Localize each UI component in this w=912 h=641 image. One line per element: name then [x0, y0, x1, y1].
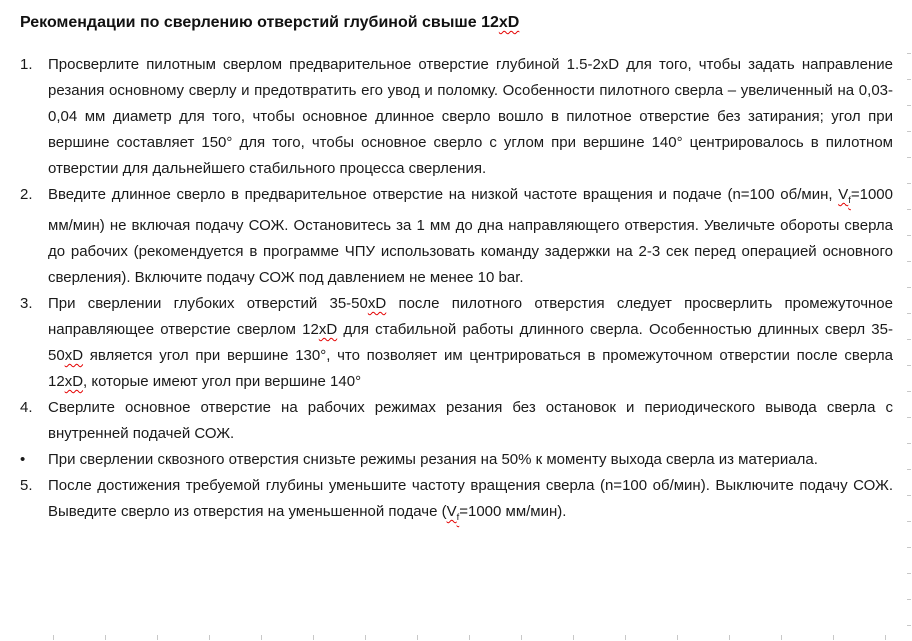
text-segment: xD: [367, 295, 387, 312]
list-item-marker: 5.: [20, 477, 33, 494]
text-segment: V: [446, 503, 457, 520]
text-segment: для стабильной работы длинного сверла. Особенностью длинных сверл 35-50: [48, 321, 893, 364]
list-item-text: [48, 182, 893, 291]
list-item: [20, 473, 893, 530]
text-segment: Введите длинное сверло в предварительное отверстие на низкой частоте вращения и подаче (n=100 об/мин,: [48, 186, 839, 203]
list-item: [20, 182, 893, 291]
bottom-edge-ticks: [2, 635, 912, 640]
text-segment: после пилотного отверстия следует просверлить промежуточное направляющее отверстие сверлом 12: [48, 295, 893, 338]
text-segment: При сверлении глубоких отверстий 35-50: [48, 295, 368, 312]
text-segment: , которые имеют угол при вершине 140°: [83, 373, 362, 390]
list-item: [20, 52, 893, 182]
page-title: [20, 12, 893, 34]
text-segment: Просверлите пилотным сверлом предварительное отверстие глубиной 1.5-2xD для того, чтобы задать направление резания основному сверлу и предотвратить его увод и поломку. Особенности пилотного сверла – увеличенный на 0,03-0,04 мм диаметр для того, чтобы основное длинное сверло вошло в пилотное отверстие без затирания; угол при вершине составляет 150° для того, чтобы основное сверло с углом при вершине 140° центрировалось в пилотном отверстии для дальнейшего стабильного процесса сверления.: [48, 56, 893, 177]
text-segment: f: [848, 195, 851, 205]
text-segment: Сверлите основное отверстие на рабочих режимах резания без остановок и периодического вывода сверла с внутренней подачей СОЖ.: [48, 399, 893, 442]
text-segment: После достижения требуемой глубины уменьшите частоту вращения сверла (n=100 об/мин). Выключите подачу СОЖ. Выведите сверло из отверстия на уменьшенной подаче (: [48, 477, 893, 520]
text-segment: =1000 мм/мин).: [459, 503, 567, 520]
text-segment: xD: [64, 373, 84, 390]
text-segment: V: [838, 186, 849, 203]
text-segment: При сверлении сквозного отверстия снизьте режимы резания на 50% к моменту выхода сверла из материала.: [48, 451, 818, 468]
list-item: [20, 291, 893, 395]
list-item: [20, 395, 893, 447]
list-item-marker: •: [20, 451, 26, 468]
text-segment: xD: [318, 321, 338, 338]
list-item-text: [48, 447, 893, 473]
list-item: [20, 447, 893, 473]
list-item-text: [48, 52, 893, 182]
recommendation-list: [20, 52, 893, 530]
text-segment: =1000 мм/мин) не включая подачу СОЖ. Остановитесь за 1 мм до дна направляющего отверстия. Увеличьте обороты сверла до рабочих (рекомендуется в программе ЧПУ использовать команду задержки на 2-3 сек перед операцией основного сверления). Включите подачу СОЖ под давлением не менее 10 bar.: [48, 186, 893, 286]
list-item-marker: 3.: [20, 295, 33, 312]
text-segment: xD: [498, 14, 520, 31]
list-item-marker: 1.: [20, 56, 33, 73]
list-item-text: [48, 395, 893, 447]
text-segment: f: [456, 512, 460, 522]
text-segment: xD: [64, 347, 84, 364]
list-item-text: [48, 473, 893, 530]
text-segment: является угол при вершине 130°, что позволяет им центрироваться в промежуточном отверстии после сверла 12: [48, 347, 893, 390]
text-segment: Рекомендации по сверлению отверстий глубиной свыше 12: [20, 14, 499, 31]
list-item-marker: 2.: [20, 186, 33, 203]
list-item-marker: 4.: [20, 399, 33, 416]
list-item-text: [48, 291, 893, 395]
